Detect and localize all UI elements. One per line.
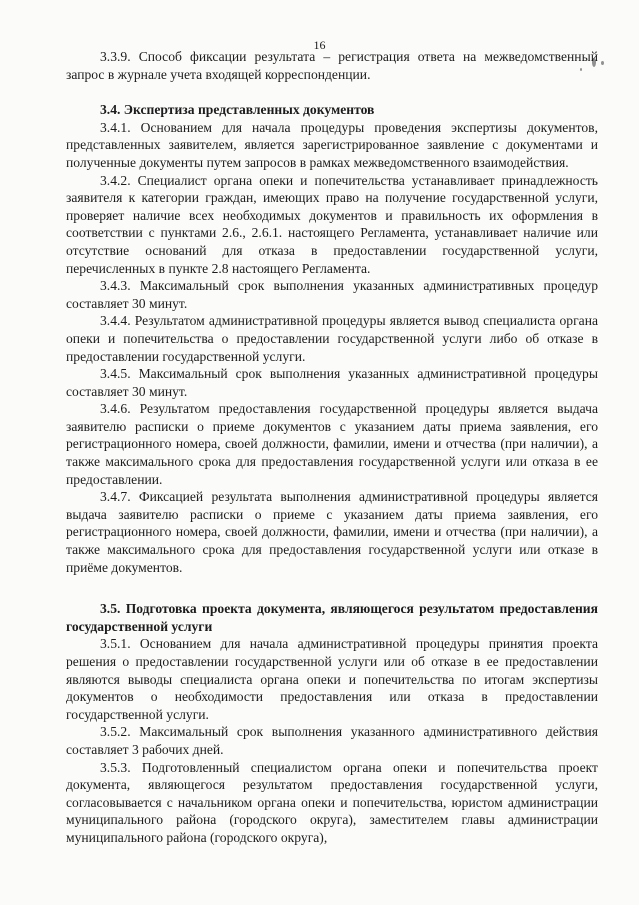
document-body — [66, 48, 598, 847]
page-number: 16 — [313, 38, 326, 52]
paragraph-3-5-1: 3.5.1. Основанием для начала административной процедуры принятия проекта решения о предоставлении государственной услуги или об отказе в ее предоставлении являются выводы специалиста органа опеки и попечительства по итогам экспертизы документов о необходимости предоставления или отказа в предоставлении государственной услуги. — [66, 636, 598, 722]
heading-3-5: 3.5. Подготовка проекта документа, являющегося результатом предоставления государственной услуги — [66, 601, 598, 634]
paragraph-3-4-7: 3.4.7. Фиксацией результата выполнения административной процедуры является выдача заявителю расписки о приеме с указанием даты приема заявления, его регистрационного номера, своей должности, фамилии, имени и отчества (при наличии), а также максимального срока для предоставления государственной услуги или отказе в приёме документов. — [66, 489, 598, 575]
paragraph-3-4-5: 3.4.5. Максимальный срок выполнения указанных административной процедуры составляет 30 минут. — [66, 366, 598, 399]
paragraph-3-4-1: 3.4.1. Основанием для начала процедуры проведения экспертизы документов, представленных заявителем, является зарегистрированное заявление с документами и полученные документы путем запросов в рамках межведомственного взаимодействия. — [66, 119, 598, 170]
scan-blot — [601, 61, 604, 65]
paragraph-3-4-2: 3.4.2. Специалист органа опеки и попечительства устанавливает принадлежность заявителя к категории граждан, имеющих право на получение государственной услуги, проверяет наличие всех необходимых документов и правильность их оформления в соответствии с пунктами 2.6., 2.6.1. настоящего Регламента, устанавливает наличие или отсутствие оснований для отказа в предоставлении государственной услуги, перечисленных в пункте 2.8 настоящего Регламента. — [66, 172, 598, 276]
paragraph-3-5-3: 3.5.3. Подготовленный специалистом органа опеки и попечительства проект документа, являющегося результатом предоставления государственной услуги, согласовывается с начальником органа опеки и попечительства, юристом администрации муниципального района (городского округа), заместителем главы администрации муниципального района (городского округа), — [66, 759, 598, 845]
heading-3-4: 3.4. Экспертиза представленных документов — [100, 102, 375, 118]
paragraph-3-4-3: 3.4.3. Максимальный срок выполнения указанных административных процедур составляет 30 минут. — [66, 278, 598, 311]
paragraph-3-4-6: 3.4.6. Результатом предоставления государственной процедуры является выдача заявителю расписки о приеме документов с указанием даты приема заявления, его регистрационного номера, своей должности, фамилии, имени и отчества (при наличии), а также максимального срока для предоставления государственной услуги или отказа в ее предоставлении. — [66, 401, 598, 487]
paragraph-3-3-9: 3.3.9. Способ фиксации результата – регистрация ответа на межведомственный запрос в журнале учета входящей корреспонденции. — [66, 49, 598, 82]
paragraph-3-5-2: 3.5.2. Максимальный срок выполнения указанного административного действия составляет 3 рабочих дней. — [66, 724, 598, 757]
paragraph-3-4-4: 3.4.4. Результатом административной процедуры является вывод специалиста органа опеки и попечительства о предоставлении государственной услуги либо об отказе в предоставлении государственной услуги. — [66, 313, 598, 364]
